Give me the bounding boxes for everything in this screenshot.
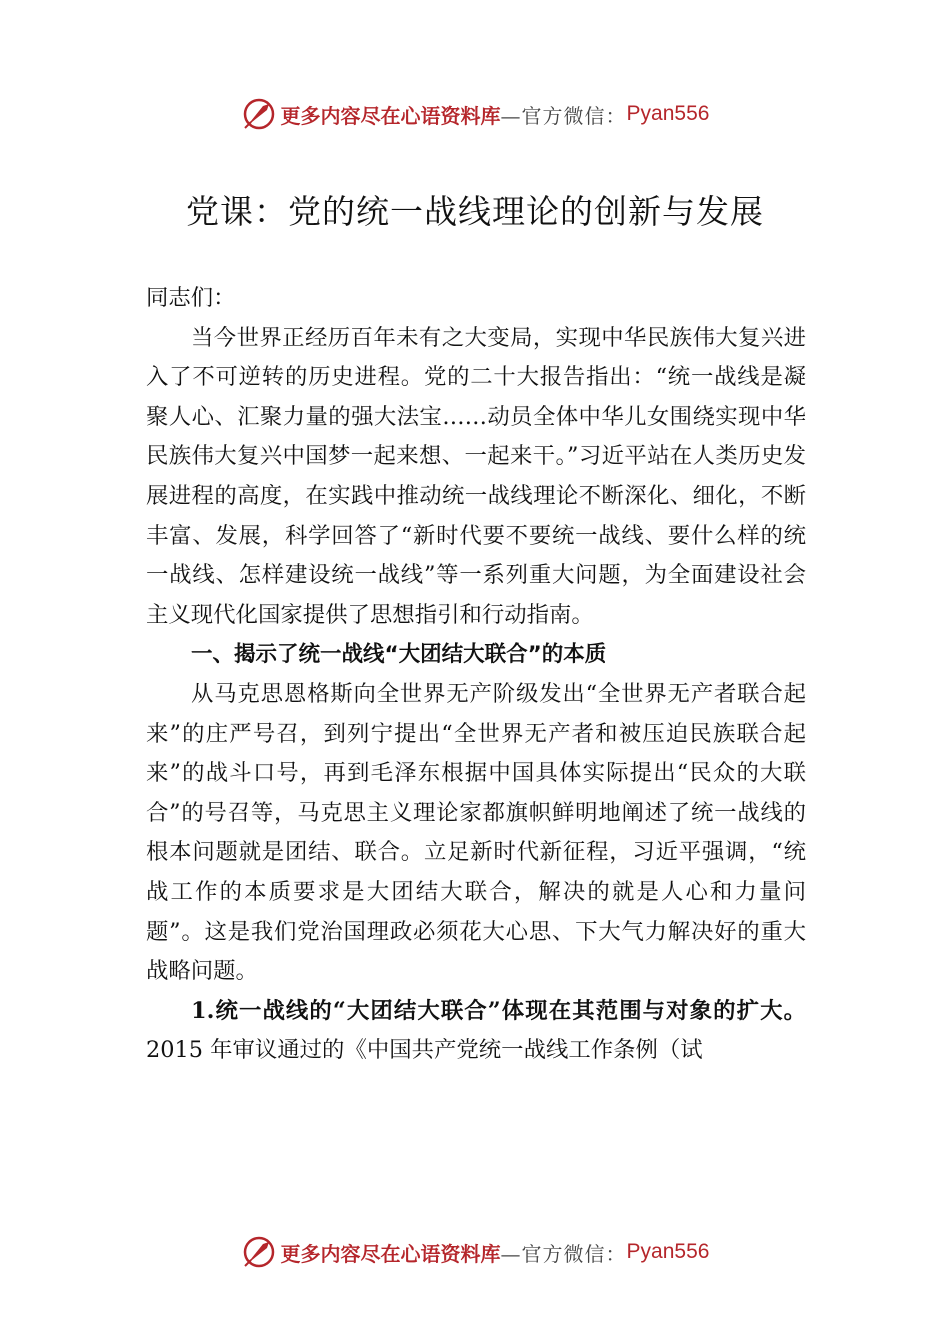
header-watermark [0, 94, 950, 134]
section-1-paragraph: 从马克思恩格斯向全世界无产阶级发出“全世界无产者联合起来”的庄严号召，到列宁提出“全世界无产者和被压迫民族联合起来”的战斗口号，再到毛泽东根据中国具体实际提出“民众的大联合”的号召等，马克思主义理论家都旗帜鲜明地阐述了统一战线的根本问题就是团结、联合。立足新时代新征程，习近平强调，“统战工作的本质要求是大团结大联合，解决的就是人心和力量问题”。这是我们党治国理政必须花大心思、下大气力解决好的重大战略问题。 [146, 680, 806, 985]
point-1-text: 2015 年审议通过的《中国共产党统一战线工作条例（试 [146, 1037, 703, 1064]
watermark-wechat-id: Pyan556 [626, 1240, 710, 1263]
quill-pen-circle-icon [241, 96, 277, 132]
salutation: 同志们： [146, 285, 236, 311]
document-title: 党课：党的统一战线理论的创新与发展 [186, 192, 764, 231]
section-1-heading: 一、揭示了统一战线“大团结大联合”的本质 [191, 642, 607, 668]
watermark-middle: —官方微信： [500, 1241, 627, 1266]
quill-pen-circle-icon [241, 1234, 277, 1270]
watermark-prefix: 更多内容尽在心语资料库 [280, 1241, 501, 1266]
point-1-paragraph [146, 992, 806, 1071]
watermark-prefix: 更多内容尽在心语资料库 [280, 103, 501, 128]
footer-watermark [0, 1232, 950, 1272]
document-body [146, 279, 806, 1071]
watermark-middle: —官方微信： [500, 103, 627, 128]
watermark-wechat-id: Pyan556 [626, 102, 710, 125]
intro-paragraph: 当今世界正经历百年未有之大变局，实现中华民族伟大复兴进入了不可逆转的历史进程。党的二十大报告指出：“统一战线是凝聚人心、汇聚力量的强大法宝……动员全体中华儿女围绕实现中华民族伟大复兴中国梦一起来想、一起来干。”习近平站在人类历史发展进程的高度，在实践中推动统一战线理论不断深化、细化，不断丰富、发展，科学回答了“新时代要不要统一战线、要什么样的统一战线、怎样建设统一战线”等一系列重大问题，为全面建设社会主义现代化国家提供了思想指引和行动指南。 [146, 324, 806, 628]
point-1-lead: 1.统一战线的“大团结大联合”体现在其范围与对象的扩大。 [191, 997, 806, 1024]
